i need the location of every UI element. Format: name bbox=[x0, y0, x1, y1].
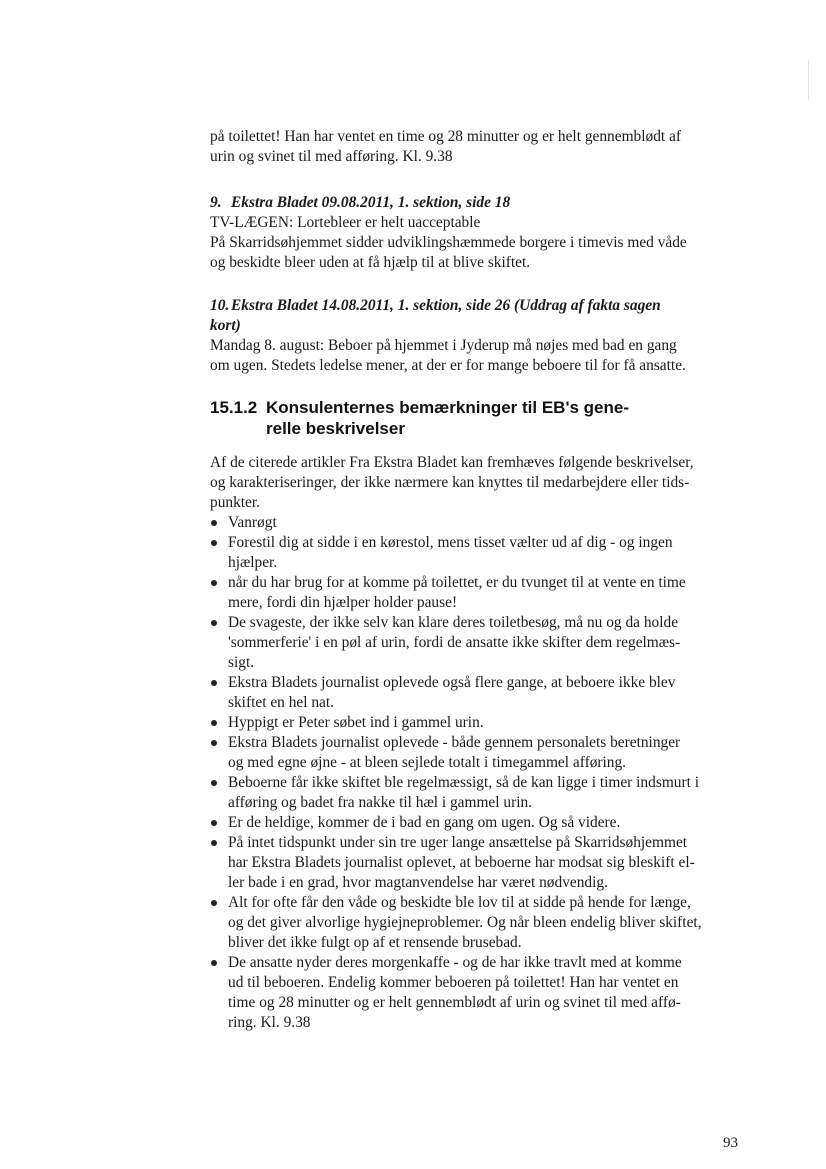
bullet-line: Forestil dig at sidde i en kørestol, mens tisset vælter ud af dig - og ingen bbox=[228, 534, 673, 551]
bullet-dot-icon bbox=[211, 780, 217, 786]
bullet-line: afføring og badet fra nakke til hæl i gammel urin. bbox=[228, 794, 533, 811]
bullet-item bbox=[210, 773, 736, 813]
bullet-line: og med egne øjne - at bleen sejlede totalt i timegammel afføring. bbox=[228, 754, 627, 771]
section-title-line bbox=[210, 397, 736, 418]
bullet-item bbox=[210, 673, 736, 713]
bullet-line: Er de heldige, kommer de i bad en gang om ugen. Og så videre. bbox=[228, 814, 621, 831]
bullet-list bbox=[210, 513, 736, 1033]
bullet-line: De ansatte nyder deres morgenkaffe - og de har ikke travlt med at komme bbox=[228, 954, 682, 971]
bullet-line: når du har brug for at komme på toilettet, er du tvunget til at vente en time bbox=[228, 574, 686, 591]
page-number: 93 bbox=[723, 1135, 738, 1151]
bullet-dot-icon bbox=[211, 580, 217, 586]
bullet-line: har Ekstra Bladets journalist oplevet, at beboerne har modsat sig bleskift el- bbox=[228, 854, 695, 871]
bullet-line: Ekstra Bladets journalist oplevede - både gennem personalets beretninger bbox=[228, 734, 681, 751]
intro-line: på toilettet! Han har ventet en time og 28 minutter og er helt gennemblødt af bbox=[210, 128, 681, 145]
bullet-item bbox=[210, 953, 736, 1033]
bullet-line: Alt for ofte får den våde og beskidte ble lov til at sidde på hende for længe, bbox=[228, 894, 691, 911]
article-9-heading bbox=[210, 193, 736, 213]
bullet-item bbox=[210, 833, 736, 893]
bullet-dot-icon bbox=[211, 680, 217, 686]
bullet-dot-icon bbox=[211, 540, 217, 546]
intro-paragraph bbox=[210, 127, 736, 167]
bullet-line: ud til beboeren. Endelig kommer beboeren på toilettet! Han har ventet en bbox=[228, 974, 679, 991]
bullet-line: Beboerne får ikke skiftet ble regelmæssigt, så de kan ligge i timer indsmurt i bbox=[228, 774, 700, 791]
bullet-line: De svageste, der ikke selv kan klare deres toiletbesøg, må nu og da holde bbox=[228, 614, 679, 631]
bullet-line: bliver det ikke fulgt op af et rensende brusebad. bbox=[228, 934, 522, 951]
bullet-dot-icon bbox=[211, 720, 217, 726]
intro-line: urin og svinet til med afføring. Kl. 9.38 bbox=[210, 148, 453, 165]
body-line: Af de citerede artikler Fra Ekstra Bladet kan fremhæves følgende beskrivelser, bbox=[210, 454, 694, 471]
bullet-line: hjælper. bbox=[228, 554, 278, 571]
bullet-item bbox=[210, 513, 736, 533]
bullet-dot-icon bbox=[211, 620, 217, 626]
bullet-line: Vanrøgt bbox=[228, 514, 277, 531]
article-line: Mandag 8. august: Beboer på hjemmet i Jyderup må nøjes med bad en gang bbox=[210, 337, 677, 354]
bullet-item bbox=[210, 733, 736, 773]
scan-margin-mark bbox=[808, 60, 809, 100]
section-number: 15.1.2 bbox=[210, 398, 258, 417]
article-9 bbox=[210, 193, 736, 273]
bullet-line: På intet tidspunkt under sin tre uger lange ansættelse på Skarridsøhjemmet bbox=[228, 834, 688, 851]
article-10 bbox=[210, 296, 736, 376]
bullet-line: sigt. bbox=[228, 654, 255, 671]
article-title: Ekstra Bladet 09.08.2011, 1. sektion, side 18 bbox=[231, 194, 511, 211]
bullet-line: skiftet en hel nat. bbox=[228, 694, 334, 711]
article-title: Ekstra Bladet 14.08.2011, 1. sektion, side 26 (Uddrag af fakta sagen bbox=[231, 297, 661, 314]
bullet-dot-icon bbox=[211, 900, 217, 906]
bullet-line: mere, fordi din hjælper holder pause! bbox=[228, 594, 458, 611]
bullet-dot-icon bbox=[211, 840, 217, 846]
bullet-item bbox=[210, 533, 736, 573]
article-line: På Skarridsøhjemmet sidder udviklingshæmmede borgere i timevis med våde bbox=[210, 234, 687, 251]
bullet-line: ring. Kl. 9.38 bbox=[228, 1014, 311, 1031]
bullet-line: time og 28 minutter og er helt gennemblødt af urin og svinet til med affø- bbox=[228, 994, 681, 1011]
bullet-item bbox=[210, 813, 736, 833]
bullet-dot-icon bbox=[211, 740, 217, 746]
bullet-dot-icon bbox=[211, 960, 217, 966]
article-line: TV-LÆGEN: Lortebleer er helt uacceptable bbox=[210, 214, 481, 231]
body-line: punkter. bbox=[210, 494, 261, 511]
bullet-line: Ekstra Bladets journalist oplevede også flere gange, at beboere ikke blev bbox=[228, 674, 676, 691]
bullet-item bbox=[210, 573, 736, 613]
body-paragraph bbox=[210, 453, 736, 513]
bullet-line: og det giver alvorlige hygiejneproblemer. Og når bleen endelig bliver skiftet, bbox=[228, 914, 702, 931]
bullet-line: 'sommerferie' i en pøl af urin, fordi de ansatte ikke skifter dem regelmæs- bbox=[228, 634, 681, 651]
bullet-dot-icon bbox=[211, 520, 217, 526]
bullet-item bbox=[210, 893, 736, 953]
article-number: 10. bbox=[210, 297, 230, 314]
body-content bbox=[210, 453, 736, 1033]
article-line: og beskidte bleer uden at få hjælp til at blive skiftet. bbox=[210, 254, 531, 271]
article-line: om ugen. Stedets ledelse mener, at der er for mange beboere til for få ansatte. bbox=[210, 357, 686, 374]
article-title-continued: kort) bbox=[210, 317, 241, 334]
bullet-line: Hyppigt er Peter søbet ind i gammel urin. bbox=[228, 714, 484, 731]
body-line: og karakteriseringer, der ikke nærmere kan knyttes til medarbejdere eller tids- bbox=[210, 474, 690, 491]
section-title: Konsulenternes bemærkninger til EB's gene- bbox=[266, 398, 630, 417]
section-title-continued: relle beskrivelser bbox=[266, 419, 405, 438]
bullet-item bbox=[210, 713, 736, 733]
article-10-heading bbox=[210, 296, 736, 316]
bullet-item bbox=[210, 613, 736, 673]
bullet-dot-icon bbox=[211, 820, 217, 826]
article-number: 9. bbox=[210, 194, 222, 211]
bullet-line: ler bade i en grad, hvor magtanvendelse har været nødvendig. bbox=[228, 874, 608, 891]
section-heading bbox=[210, 397, 736, 439]
